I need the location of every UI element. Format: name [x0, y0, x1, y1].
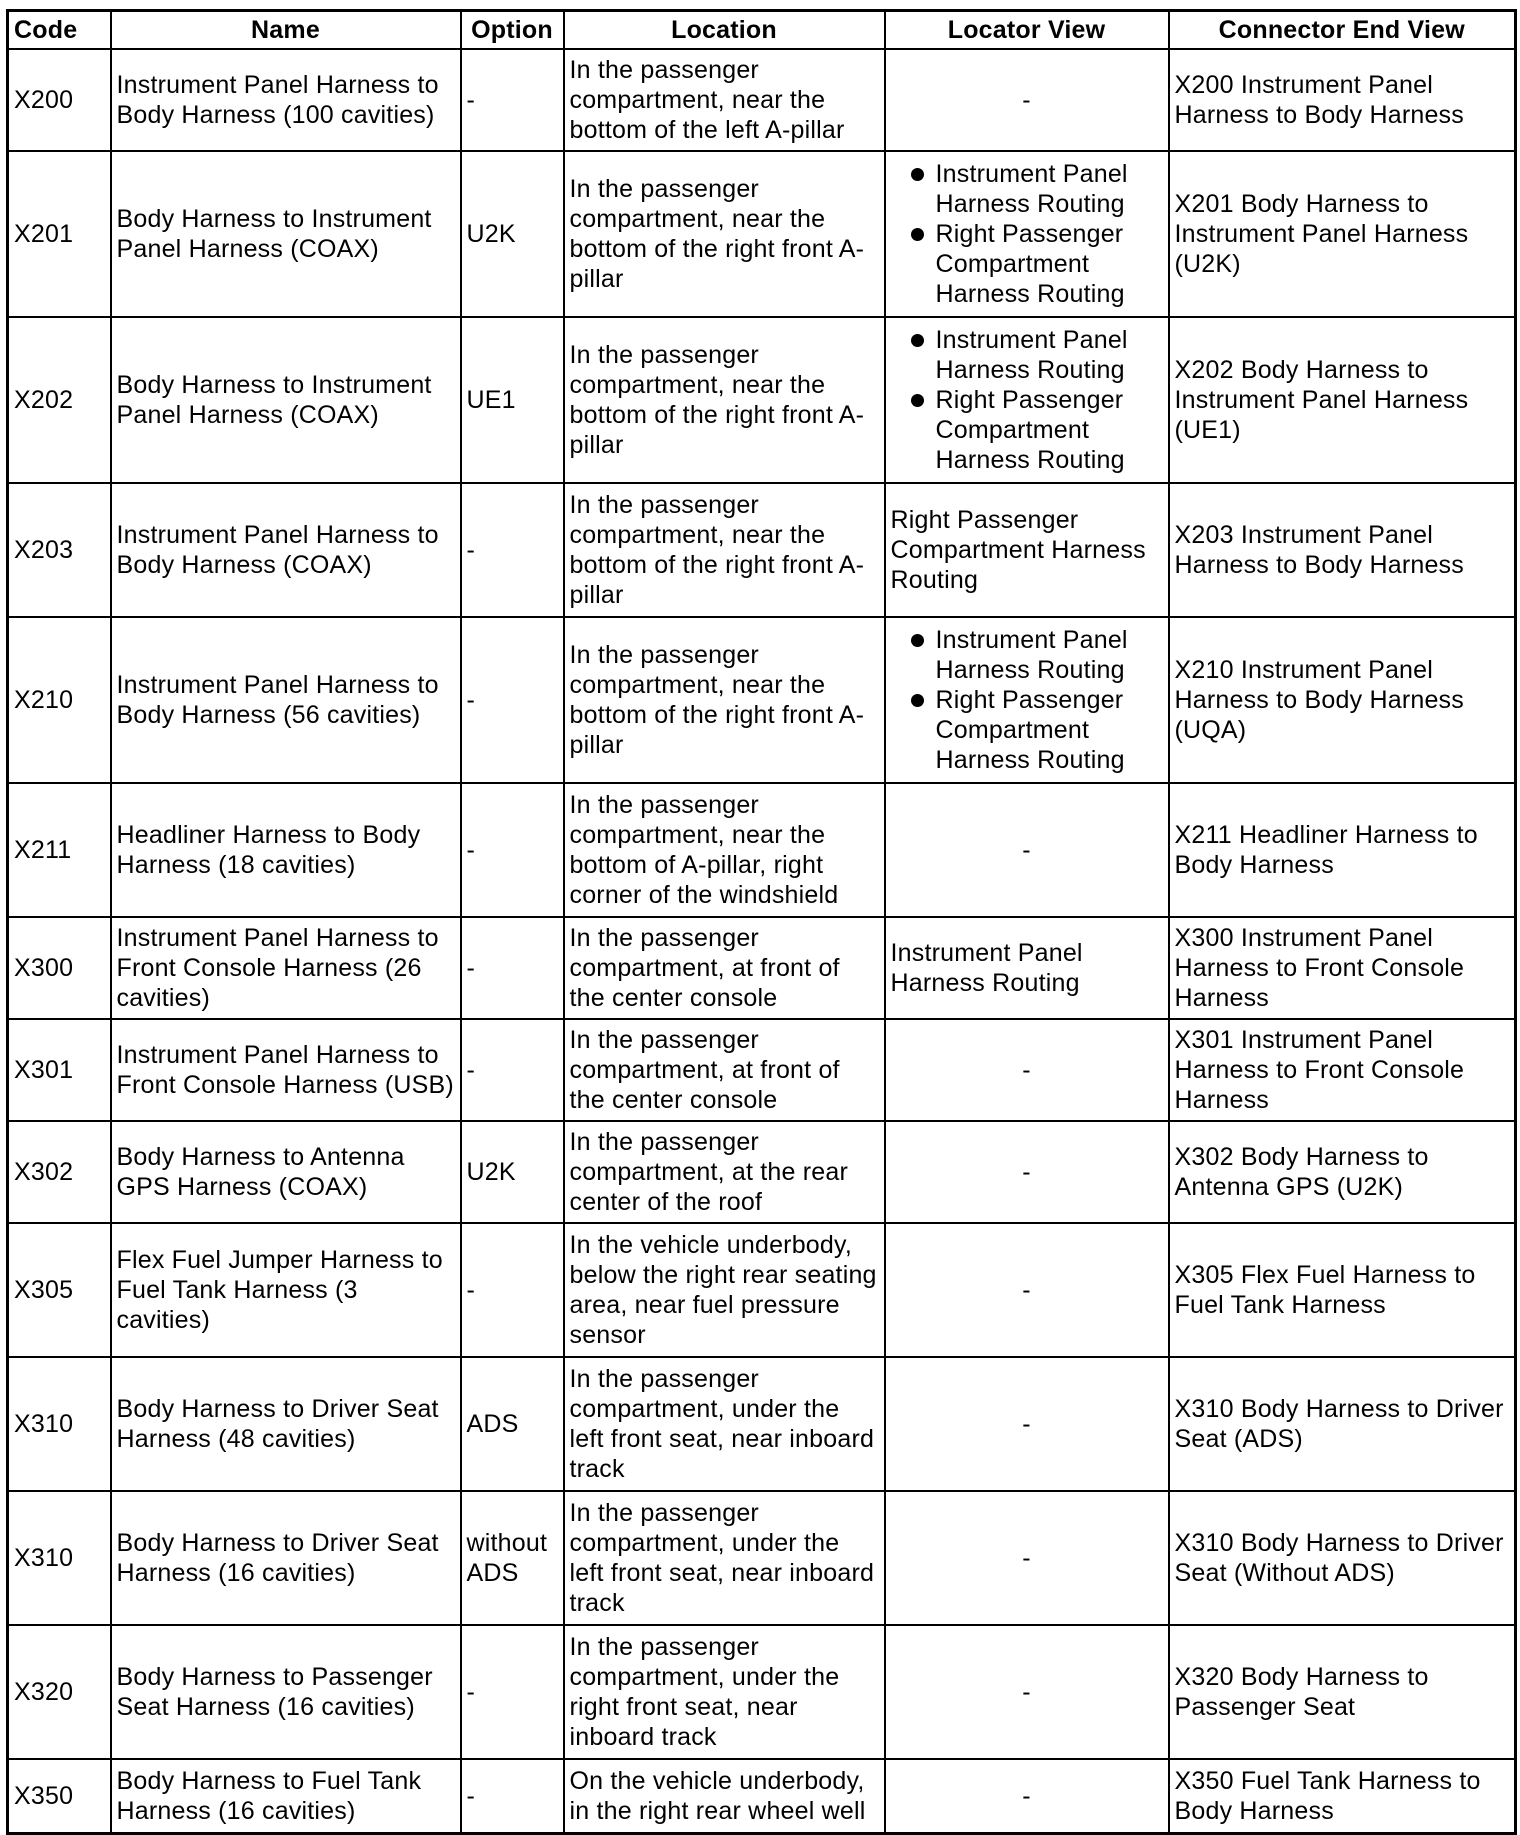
code-cell: X210: [8, 617, 111, 783]
name-cell: Body Harness to Instrument Panel Harness (COAX): [111, 151, 461, 317]
locator-view-cell: -: [885, 1121, 1169, 1223]
locator-view-item: Right Passenger Compartment Harness Routing: [891, 685, 1163, 775]
option-cell: -: [461, 783, 564, 917]
option-cell: ADS: [461, 1357, 564, 1491]
connector-end-view-cell: X211 Headliner Harness to Body Harness: [1169, 783, 1516, 917]
table-row: [8, 49, 1516, 151]
connector-table: [6, 9, 1517, 1835]
name-cell: Headliner Harness to Body Harness (18 cavities): [111, 783, 461, 917]
header-row: [8, 11, 1516, 50]
connector-end-view-cell: X320 Body Harness to Passenger Seat: [1169, 1625, 1516, 1759]
table-row: [8, 1121, 1516, 1223]
header-code: Code: [8, 11, 111, 50]
location-cell: In the passenger compartment, near the bottom of the right front A-pillar: [564, 617, 885, 783]
option-cell: -: [461, 483, 564, 617]
code-cell: X350: [8, 1759, 111, 1833]
location-cell: In the passenger compartment, near the bottom of A-pillar, right corner of the windshield: [564, 783, 885, 917]
name-cell: Body Harness to Driver Seat Harness (48 cavities): [111, 1357, 461, 1491]
locator-view-cell: Right Passenger Compartment Harness Routing: [885, 483, 1169, 617]
name-cell: Body Harness to Driver Seat Harness (16 cavities): [111, 1491, 461, 1625]
connector-end-view-cell: X300 Instrument Panel Harness to Front Console Harness: [1169, 917, 1516, 1019]
header-connector-end-view: Connector End View: [1169, 11, 1516, 50]
connector-end-view-cell: X302 Body Harness to Antenna GPS (U2K): [1169, 1121, 1516, 1223]
table-row: [8, 917, 1516, 1019]
locator-view-list: [891, 625, 1163, 775]
header-locator-view: Locator View: [885, 11, 1169, 50]
connector-end-view-cell: X310 Body Harness to Driver Seat (Without ADS): [1169, 1491, 1516, 1625]
name-cell: Body Harness to Antenna GPS Harness (COAX): [111, 1121, 461, 1223]
location-cell: In the passenger compartment, at front of the center console: [564, 917, 885, 1019]
code-cell: X310: [8, 1357, 111, 1491]
option-cell: -: [461, 1019, 564, 1121]
option-cell: -: [461, 49, 564, 151]
location-cell: In the passenger compartment, near the bottom of the right front A-pillar: [564, 317, 885, 483]
code-cell: X202: [8, 317, 111, 483]
location-cell: On the vehicle underbody, in the right rear wheel well: [564, 1759, 885, 1833]
locator-view-item: Instrument Panel Harness Routing: [891, 159, 1163, 219]
locator-view-item: Instrument Panel Harness Routing: [891, 325, 1163, 385]
location-cell: In the passenger compartment, near the bottom of the left A-pillar: [564, 49, 885, 151]
connector-end-view-cell: X202 Body Harness to Instrument Panel Harness (UE1): [1169, 317, 1516, 483]
name-cell: Flex Fuel Jumper Harness to Fuel Tank Harness (3 cavities): [111, 1223, 461, 1357]
locator-view-cell: [885, 151, 1169, 317]
locator-view-cell: -: [885, 783, 1169, 917]
option-cell: -: [461, 1759, 564, 1833]
table-row: [8, 483, 1516, 617]
code-cell: X203: [8, 483, 111, 617]
locator-view-item: Right Passenger Compartment Harness Routing: [891, 385, 1163, 475]
code-cell: X320: [8, 1625, 111, 1759]
location-cell: In the vehicle underbody, below the right rear seating area, near fuel pressure sensor: [564, 1223, 885, 1357]
locator-view-cell: -: [885, 1223, 1169, 1357]
header-location: Location: [564, 11, 885, 50]
option-cell: U2K: [461, 1121, 564, 1223]
locator-view-item: Right Passenger Compartment Harness Routing: [891, 219, 1163, 309]
locator-view-cell: -: [885, 1759, 1169, 1833]
connector-end-view-cell: X210 Instrument Panel Harness to Body Harness (UQA): [1169, 617, 1516, 783]
code-cell: X200: [8, 49, 111, 151]
table-row: [8, 1019, 1516, 1121]
connector-end-view-cell: X200 Instrument Panel Harness to Body Harness: [1169, 49, 1516, 151]
table-row: [8, 317, 1516, 483]
connector-end-view-cell: X310 Body Harness to Driver Seat (ADS): [1169, 1357, 1516, 1491]
locator-view-cell: -: [885, 1491, 1169, 1625]
locator-view-item: Instrument Panel Harness Routing: [891, 625, 1163, 685]
table-row: [8, 783, 1516, 917]
header-option: Option: [461, 11, 564, 50]
connector-end-view-cell: X350 Fuel Tank Harness to Body Harness: [1169, 1759, 1516, 1833]
name-cell: Instrument Panel Harness to Body Harness (100 cavities): [111, 49, 461, 151]
table-row: [8, 1223, 1516, 1357]
name-cell: Instrument Panel Harness to Body Harness (56 cavities): [111, 617, 461, 783]
table-row: [8, 1625, 1516, 1759]
location-cell: In the passenger compartment, at the rear center of the roof: [564, 1121, 885, 1223]
name-cell: Instrument Panel Harness to Front Console Harness (26 cavities): [111, 917, 461, 1019]
code-cell: X201: [8, 151, 111, 317]
name-cell: Instrument Panel Harness to Body Harness (COAX): [111, 483, 461, 617]
connector-end-view-cell: X201 Body Harness to Instrument Panel Harness (U2K): [1169, 151, 1516, 317]
name-cell: Body Harness to Fuel Tank Harness (16 cavities): [111, 1759, 461, 1833]
locator-view-cell: -: [885, 1357, 1169, 1491]
location-cell: In the passenger compartment, near the bottom of the right front A-pillar: [564, 151, 885, 317]
code-cell: X301: [8, 1019, 111, 1121]
table-row: [8, 151, 1516, 317]
name-cell: Body Harness to Passenger Seat Harness (16 cavities): [111, 1625, 461, 1759]
location-cell: In the passenger compartment, under the left front seat, near inboard track: [564, 1357, 885, 1491]
locator-view-cell: -: [885, 49, 1169, 151]
option-cell: without ADS: [461, 1491, 564, 1625]
locator-view-list: [891, 159, 1163, 309]
code-cell: X305: [8, 1223, 111, 1357]
code-cell: X302: [8, 1121, 111, 1223]
code-cell: X300: [8, 917, 111, 1019]
connector-end-view-cell: X305 Flex Fuel Harness to Fuel Tank Harness: [1169, 1223, 1516, 1357]
locator-view-cell: -: [885, 1019, 1169, 1121]
code-cell: X310: [8, 1491, 111, 1625]
table-row: [8, 1759, 1516, 1833]
table-row: [8, 617, 1516, 783]
connector-end-view-cell: X301 Instrument Panel Harness to Front Console Harness: [1169, 1019, 1516, 1121]
option-cell: -: [461, 917, 564, 1019]
code-cell: X211: [8, 783, 111, 917]
locator-view-list: [891, 325, 1163, 475]
connector-end-view-cell: X203 Instrument Panel Harness to Body Harness: [1169, 483, 1516, 617]
option-cell: UE1: [461, 317, 564, 483]
locator-view-cell: [885, 617, 1169, 783]
name-cell: Instrument Panel Harness to Front Console Harness (USB): [111, 1019, 461, 1121]
location-cell: In the passenger compartment, under the left front seat, near inboard track: [564, 1491, 885, 1625]
locator-view-cell: [885, 317, 1169, 483]
locator-view-cell: -: [885, 1625, 1169, 1759]
option-cell: -: [461, 1223, 564, 1357]
option-cell: -: [461, 1625, 564, 1759]
header-name: Name: [111, 11, 461, 50]
location-cell: In the passenger compartment, near the bottom of the right front A-pillar: [564, 483, 885, 617]
name-cell: Body Harness to Instrument Panel Harness (COAX): [111, 317, 461, 483]
option-cell: U2K: [461, 151, 564, 317]
locator-view-cell: Instrument Panel Harness Routing: [885, 917, 1169, 1019]
location-cell: In the passenger compartment, at front of the center console: [564, 1019, 885, 1121]
table-row: [8, 1491, 1516, 1625]
location-cell: In the passenger compartment, under the right front seat, near inboard track: [564, 1625, 885, 1759]
table-row: [8, 1357, 1516, 1491]
option-cell: -: [461, 617, 564, 783]
